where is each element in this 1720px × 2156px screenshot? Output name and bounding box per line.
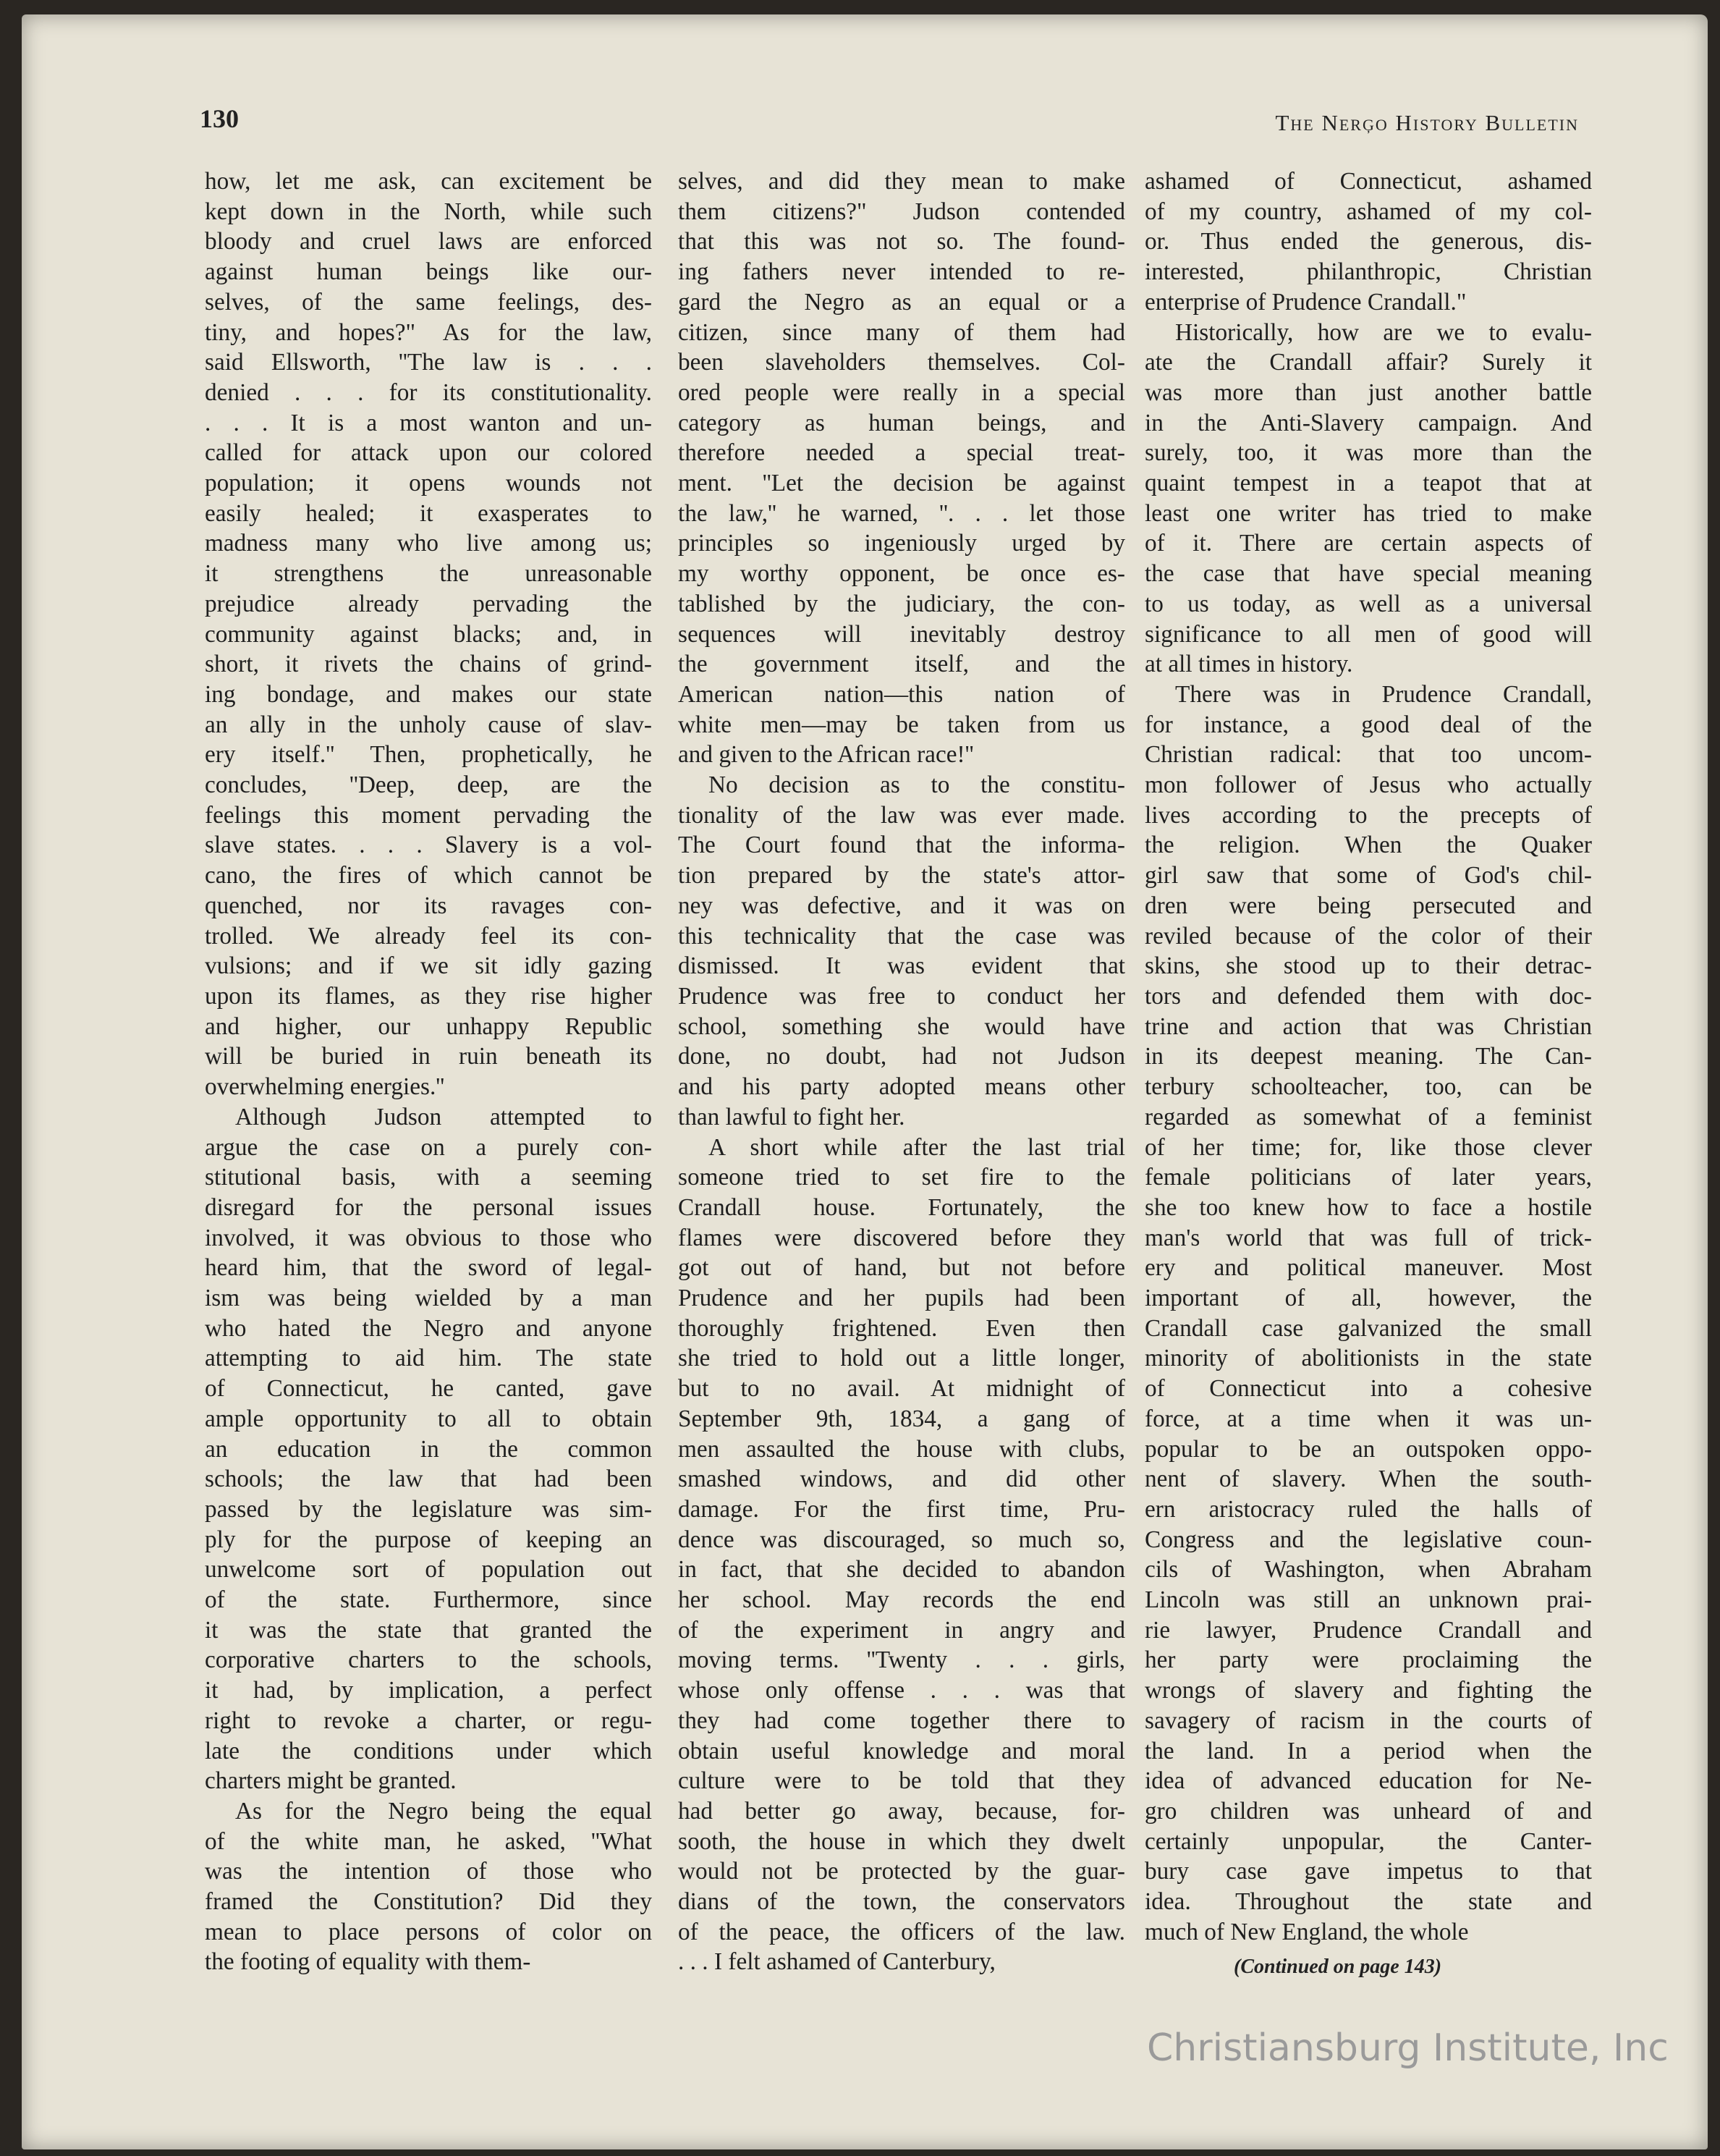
text-line: her school. May records the end <box>678 1586 1125 1614</box>
text-line: got out of hand, but not before <box>678 1254 1125 1282</box>
text-line: it had, by implication, a perfect <box>205 1677 652 1704</box>
text-line: important of all, however, the <box>1145 1285 1592 1312</box>
text-line: tablished by the judiciary, the con- <box>678 590 1125 617</box>
text-line: ery and political maneuver. Most <box>1145 1254 1592 1282</box>
text-line: at all times in history. <box>1145 651 1353 678</box>
text-line: schools; the law that had been <box>205 1466 652 1493</box>
text-line: this technicality that the case was <box>678 922 1125 950</box>
text-line: therefore needed a special treat- <box>678 439 1125 467</box>
text-line: rie lawyer, Prudence Crandall and <box>1145 1616 1592 1644</box>
text-line: female politicians of later years, <box>1145 1164 1592 1191</box>
text-line: school, something she would have <box>678 1013 1125 1040</box>
text-line: much of New England, the whole <box>1145 1918 1469 1945</box>
text-line: in its deepest meaning. The Can- <box>1145 1043 1592 1070</box>
text-line: upon its flames, as they rise higher <box>205 982 652 1010</box>
text-line: reviled because of the color of their <box>1145 922 1592 950</box>
text-line: easily healed; it exasperates to <box>205 499 652 527</box>
text-line: in the Anti-Slavery campaign. And <box>1145 409 1592 436</box>
paragraph <box>678 1133 1125 1978</box>
text-line: certainly unpopular, the Canter- <box>1145 1827 1592 1855</box>
text-line: had better go away, because, for- <box>678 1797 1125 1825</box>
text-line: but to no avail. At midnight of <box>678 1375 1125 1403</box>
text-line: kept down in the North, while such <box>205 198 652 225</box>
text-line: culture were to be told that they <box>678 1767 1125 1795</box>
text-line: cano, the fires of which cannot be <box>205 862 652 889</box>
text-line: dismissed. It was evident that <box>678 952 1125 980</box>
text-line: minority of abolitionists in the state <box>1145 1345 1592 1372</box>
paragraph <box>205 1796 652 1977</box>
text-column-1 <box>205 166 652 1977</box>
text-line: an education in the common <box>205 1435 652 1463</box>
text-line: the law,'' he warned, ''. . . let those <box>678 499 1125 527</box>
text-line: category as human beings, and <box>678 409 1125 436</box>
text-line: madness many who live among us; <box>205 530 652 557</box>
text-line: done, no doubt, had not Judson <box>678 1043 1125 1070</box>
text-line: The Court found that the informa- <box>678 832 1125 859</box>
text-line: ored people were really in a special <box>678 379 1125 406</box>
text-line: significance to all men of good will <box>1145 620 1592 648</box>
text-line: charters might be granted. <box>205 1767 457 1795</box>
text-line: in fact, that she decided to abandon <box>678 1556 1125 1584</box>
text-line: Congress and the legislative coun- <box>1145 1526 1592 1553</box>
text-line: it was the state that granted the <box>205 1616 652 1644</box>
text-line: Historically, how are we to evalu- <box>1175 318 1592 346</box>
text-line: she tried to hold out a little longer, <box>678 1345 1125 1372</box>
text-line: mon follower of Jesus who actually <box>1145 771 1592 799</box>
text-line: wrongs of slavery and fighting the <box>1145 1677 1592 1704</box>
text-line: trolled. We already feel its con- <box>205 922 652 950</box>
text-line: ern aristocracy ruled the halls of <box>1145 1495 1592 1523</box>
text-line: moving terms. ''Twenty . . . girls, <box>678 1646 1125 1674</box>
text-line: gard the Negro as an equal or a <box>678 288 1125 316</box>
text-line: of the peace, the officers of the law. <box>678 1918 1125 1945</box>
text-line: unwelcome sort of population out <box>205 1556 652 1584</box>
text-line: passed by the legislature was sim- <box>205 1495 652 1523</box>
text-line: quenched, nor its ravages con- <box>205 892 652 919</box>
text-line: tionality of the law was ever made. <box>678 801 1125 829</box>
running-title: The Nerģo History Bulletin <box>1275 110 1579 135</box>
text-line: Christian radical: that too uncom- <box>1145 741 1592 769</box>
text-line: denied . . . for its constitutionality. <box>205 379 652 406</box>
text-line: called for attack upon our colored <box>205 439 652 467</box>
text-line: of the white man, he asked, ''What <box>205 1827 652 1855</box>
text-line: savagery of racism in the courts of <box>1145 1707 1592 1734</box>
text-line: my worthy opponent, be once es- <box>678 560 1125 588</box>
text-line: gro children was unheard of and <box>1145 1797 1592 1825</box>
text-line: sequences will inevitably destroy <box>678 620 1125 648</box>
text-line: idea. Throughout the state and <box>1145 1888 1592 1916</box>
text-line: of my country, ashamed of my col- <box>1145 198 1592 225</box>
text-line: terbury schoolteacher, too, can be <box>1145 1073 1592 1101</box>
text-line: white men—may be taken from us <box>678 711 1125 738</box>
text-line: bury case gave impetus to that <box>1145 1858 1592 1885</box>
text-line: overwhelming energies.'' <box>205 1073 445 1101</box>
text-line: stitutional basis, with a seeming <box>205 1164 652 1191</box>
text-line: least one writer has tried to make <box>1145 499 1592 527</box>
text-line: lives according to the precepts of <box>1145 801 1592 829</box>
text-line: men assaulted the house with clubs, <box>678 1435 1125 1463</box>
text-line: thoroughly frightened. Even then <box>678 1314 1125 1342</box>
text-line: dren were being persecuted and <box>1145 892 1592 919</box>
text-line: man's world that was full of trick- <box>1145 1224 1592 1251</box>
text-line: ashamed of Connecticut, ashamed <box>1145 168 1592 195</box>
text-line: Although Judson attempted to <box>235 1103 652 1130</box>
text-line: citizen, since many of them had <box>678 318 1125 346</box>
text-line: who hated the Negro and anyone <box>205 1314 652 1342</box>
paragraph <box>678 770 1125 1132</box>
text-line: involved, it was obvious to those who <box>205 1224 652 1251</box>
text-line: Crandall house. Fortunately, the <box>678 1193 1125 1221</box>
text-line: tion prepared by the state's attor- <box>678 862 1125 889</box>
text-line: trine and action that was Christian <box>1145 1013 1592 1040</box>
text-line: ment. ''Let the decision be against <box>678 470 1125 497</box>
text-line: it strengthens the unreasonable <box>205 560 652 588</box>
text-line: to us today, as well as a universal <box>1145 590 1592 617</box>
text-line: ism was being wielded by a man <box>205 1285 652 1312</box>
text-line: obtain useful knowledge and moral <box>678 1737 1125 1764</box>
text-line: corporative charters to the schools, <box>205 1646 652 1674</box>
text-line: ply for the purpose of keeping an <box>205 1526 652 1553</box>
text-line: As for the Negro being the equal <box>235 1797 652 1825</box>
text-line: right to revoke a charter, or regu- <box>205 1707 652 1734</box>
text-line: There was in Prudence Crandall, <box>1175 680 1592 708</box>
text-line: population; it opens wounds not <box>205 470 652 497</box>
text-line: smashed windows, and did other <box>678 1466 1125 1493</box>
text-line: selves, and did they mean to make <box>678 168 1125 195</box>
text-line: them citizens?" Judson contended <box>678 198 1125 225</box>
paragraph <box>1145 318 1592 680</box>
text-line: of the state. Furthermore, since <box>205 1586 652 1614</box>
text-line: sooth, the house in which they dwelt <box>678 1827 1125 1855</box>
text-line: the case that have special meaning <box>1145 560 1592 588</box>
text-line: quaint tempest in a teapot that at <box>1145 470 1592 497</box>
text-line: prejudice already pervading the <box>205 590 652 617</box>
text-line: concludes, ''Deep, deep, are the <box>205 771 652 799</box>
text-line: framed the Constitution? Did they <box>205 1888 652 1916</box>
text-line: slave states. . . . Slavery is a vol- <box>205 832 652 859</box>
text-line: force, at a time when it was un- <box>1145 1405 1592 1432</box>
text-line: they had come together there to <box>678 1707 1125 1734</box>
text-line: ing bondage, and makes our state <box>205 680 652 708</box>
text-line: was more than just another battle <box>1145 379 1592 406</box>
text-line: flames were discovered before they <box>678 1224 1125 1251</box>
text-line: Prudence was free to conduct her <box>678 982 1125 1010</box>
text-line: she too knew how to face a hostile <box>1145 1193 1592 1221</box>
text-line: been slaveholders themselves. Col- <box>678 349 1125 376</box>
text-line: the footing of equality with them- <box>205 1948 531 1976</box>
text-line: that this was not so. The found- <box>678 228 1125 255</box>
text-line: dence was discouraged, so much so, <box>678 1526 1125 1553</box>
text-line: Crandall case galvanized the small <box>1145 1314 1592 1342</box>
text-line: . . . It is a most wanton and un- <box>205 409 652 436</box>
text-line: surely, too, it was more than the <box>1145 439 1592 467</box>
text-line: and higher, our unhappy Republic <box>205 1013 652 1040</box>
text-line: enterprise of Prudence Crandall." <box>1145 288 1467 316</box>
text-line: late the conditions under which <box>205 1737 652 1764</box>
watermark: Christiansburg Institute, Inc <box>1147 2026 1669 2070</box>
text-line: tors and defended them with doc- <box>1145 982 1592 1010</box>
text-line: damage. For the first time, Pru- <box>678 1495 1125 1523</box>
text-line: ing fathers never intended to re- <box>678 258 1125 286</box>
page-number: 130 <box>200 104 239 133</box>
text-line: selves, of the same feelings, des- <box>205 288 652 316</box>
text-line: mean to place persons of color on <box>205 1918 652 1945</box>
text-line: disregard for the personal issues <box>205 1193 652 1221</box>
text-line: than lawful to fight her. <box>678 1103 905 1130</box>
text-line: her party were proclaiming the <box>1145 1646 1592 1674</box>
paragraph <box>1145 680 1592 1948</box>
text-line: idea of advanced education for Ne- <box>1145 1767 1592 1795</box>
text-line: nent of slavery. When the south- <box>1145 1466 1592 1493</box>
text-column-2 <box>678 166 1125 1977</box>
text-line: vulsions; and if we sit idly gazing <box>205 952 652 980</box>
text-line: of the experiment in angry and <box>678 1616 1125 1644</box>
text-line: attempting to aid him. The state <box>205 1345 652 1372</box>
paragraph <box>205 1102 652 1796</box>
text-line: feelings this moment pervading the <box>205 801 652 829</box>
text-line: of her time; for, like those clever <box>1145 1133 1592 1161</box>
text-line: the government itself, and the <box>678 651 1125 678</box>
text-line: American nation—this nation of <box>678 680 1125 708</box>
paragraph <box>678 166 1125 770</box>
text-line: an ally in the unholy cause of slav- <box>205 711 652 738</box>
text-line: community against blacks; and, in <box>205 620 652 648</box>
text-line: against human beings like our- <box>205 258 652 286</box>
text-line: was the intention of those who <box>205 1858 652 1885</box>
text-line: someone tried to set fire to the <box>678 1164 1125 1191</box>
text-line: or. Thus ended the generous, dis- <box>1145 228 1592 255</box>
text-line: girl saw that some of God's chil- <box>1145 862 1592 889</box>
text-line: cils of Washington, when Abraham <box>1145 1556 1592 1584</box>
text-line: how, let me ask, can excitement be <box>205 168 652 195</box>
text-line: whose only offense . . . was that <box>678 1677 1125 1704</box>
text-line: skins, she stood up to their detrac- <box>1145 952 1592 980</box>
text-line: Lincoln was still an unknown prai- <box>1145 1586 1592 1614</box>
text-line: heard him, that the sword of legal- <box>205 1254 652 1282</box>
text-line: of Connecticut, he canted, gave <box>205 1375 652 1403</box>
text-line: regarded as somewhat of a feminist <box>1145 1103 1592 1130</box>
text-line: principles so ingeniously urged by <box>678 530 1125 557</box>
text-line: short, it rivets the chains of grind- <box>205 651 652 678</box>
text-line: A short while after the last trial <box>708 1133 1125 1161</box>
text-line: . . . I felt ashamed of Canterbury, <box>678 1948 996 1976</box>
text-line: said Ellsworth, ''The law is . . . <box>205 349 652 376</box>
text-line: and his party adopted means other <box>678 1073 1125 1101</box>
text-line: ery itself.'' Then, prophetically, he <box>205 741 652 769</box>
text-line: the religion. When the Quaker <box>1145 832 1592 859</box>
text-line: dians of the town, the conservators <box>678 1888 1125 1916</box>
text-line: bloody and cruel laws are enforced <box>205 228 652 255</box>
text-line: of it. There are certain aspects of <box>1145 530 1592 557</box>
text-line: of Connecticut into a cohesive <box>1145 1375 1592 1403</box>
text-line: tiny, and hopes?" As for the law, <box>205 318 652 346</box>
text-line: for instance, a good deal of the <box>1145 711 1592 738</box>
text-line: No decision as to the constitu- <box>708 771 1125 799</box>
text-line: and given to the African race!'' <box>678 741 974 769</box>
text-line: Prudence and her pupils had been <box>678 1285 1125 1312</box>
text-line: the land. In a period when the <box>1145 1737 1592 1764</box>
continued-note: (Continued on page 143) <box>1234 1956 1442 1978</box>
text-line: September 9th, 1834, a gang of <box>678 1405 1125 1432</box>
text-line: ney was defective, and it was on <box>678 892 1125 919</box>
text-line: interested, philanthropic, Christian <box>1145 258 1592 286</box>
text-line: ample opportunity to all to obtain <box>205 1405 652 1432</box>
text-line: ate the Crandall affair? Surely it <box>1145 349 1592 376</box>
text-line: would not be protected by the guar- <box>678 1858 1125 1885</box>
text-column-3 <box>1145 166 1592 1947</box>
text-line: popular to be an outspoken oppo- <box>1145 1435 1592 1463</box>
paragraph <box>205 166 652 1102</box>
paragraph <box>1145 166 1592 318</box>
text-line: argue the case on a purely con- <box>205 1133 652 1161</box>
text-line: will be buried in ruin beneath its <box>205 1043 652 1070</box>
